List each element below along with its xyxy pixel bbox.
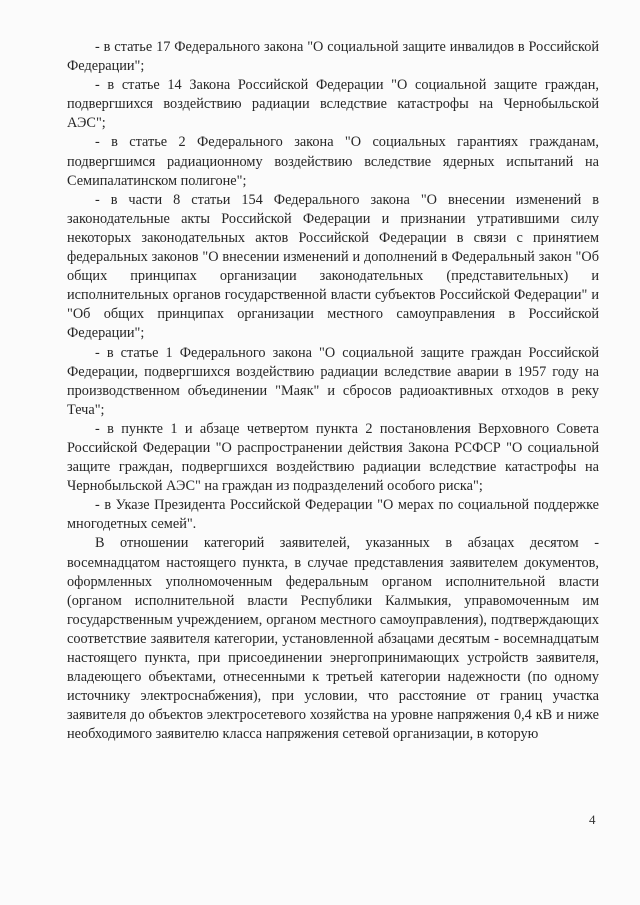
list-item-resolution: - в пункте 1 и абзаце четвертом пункта 2 постановления Верховного Совета Российской Федерации "О распространении действия Закона РСФСР "О социальной защите граждан, подвергшихся воздействию радиации вследствие катастрофы на Чернобыльской АЭС" на граждан из подразделений особого риска"; (67, 420, 599, 495)
list-item-article-14: - в статье 14 Закона Российской Федерации "О социальной защите граждан, подвергшихся воздействию радиации вследствие катастрофы на Чернобыльской АЭС"; (67, 77, 599, 132)
list-item-article-2: - в статье 2 Федерального закона "О социальных гарантиях гражданам, подвергшимся радиационному воздействию вследствие ядерных испытаний на Семипалатинском полигоне"; (67, 134, 599, 189)
list-item-article-17: - в статье 17 Федерального закона "О социальной защите инвалидов в Российской Федерации"; (67, 39, 599, 75)
list-item-decree: - в Указе Президента Российской Федерации "О мерах по социальной поддержке многодетных семей". (67, 497, 599, 533)
main-paragraph: В отношении категорий заявителей, указанных в абзацах десятом - восемнадцатом настоящего пункта, в случае представления заявителем документов, оформленных уполномоченным федеральным органом исполнительной власти (органом исполнительной власти Республики Калмыкия, управомоченным им государственным учреждением, органом местного самоуправления), подтверждающих соответствие заявителя категории, установленной абзацами десятым - восемнадцатым настоящего пункта, при присоединении энергопринимающих устройств заявителя, владеющего объектами, отнесенными к третьей категории надежности (по одному источнику электроснабжения), при условии, что расстояние от границ участка заявителя до объектов электросетевого хозяйства на уровне напряжения 0,4 кВ и ниже необходимого заявителю класса напряжения сетевой организации, в которую (67, 535, 599, 743)
document-body (67, 38, 599, 744)
list-item-article-154: - в части 8 статьи 154 Федерального закона "О внесении изменений в законодательные акты Российской Федерации и признании утратившими силу некоторых законодательных актов Российской Федерации в связи с принятием федеральных законов "О внесении изменений и дополнений в Федеральный закон "Об общих принципах организации законодательных (представительных) и исполнительных органов государственной власти субъектов Российской Федерации" и "Об общих принципах организации местного самоуправления в Российской Федерации"; (67, 191, 599, 342)
page-number: 4 (589, 812, 596, 827)
list-item-article-1: - в статье 1 Федерального закона "О социальной защите граждан Российской Федерации, подвергшихся воздействию радиации вследствие аварии в 1957 году на производственном объединении "Маяк" и сбросов радиоактивных отходов в реку Теча"; (67, 344, 599, 418)
